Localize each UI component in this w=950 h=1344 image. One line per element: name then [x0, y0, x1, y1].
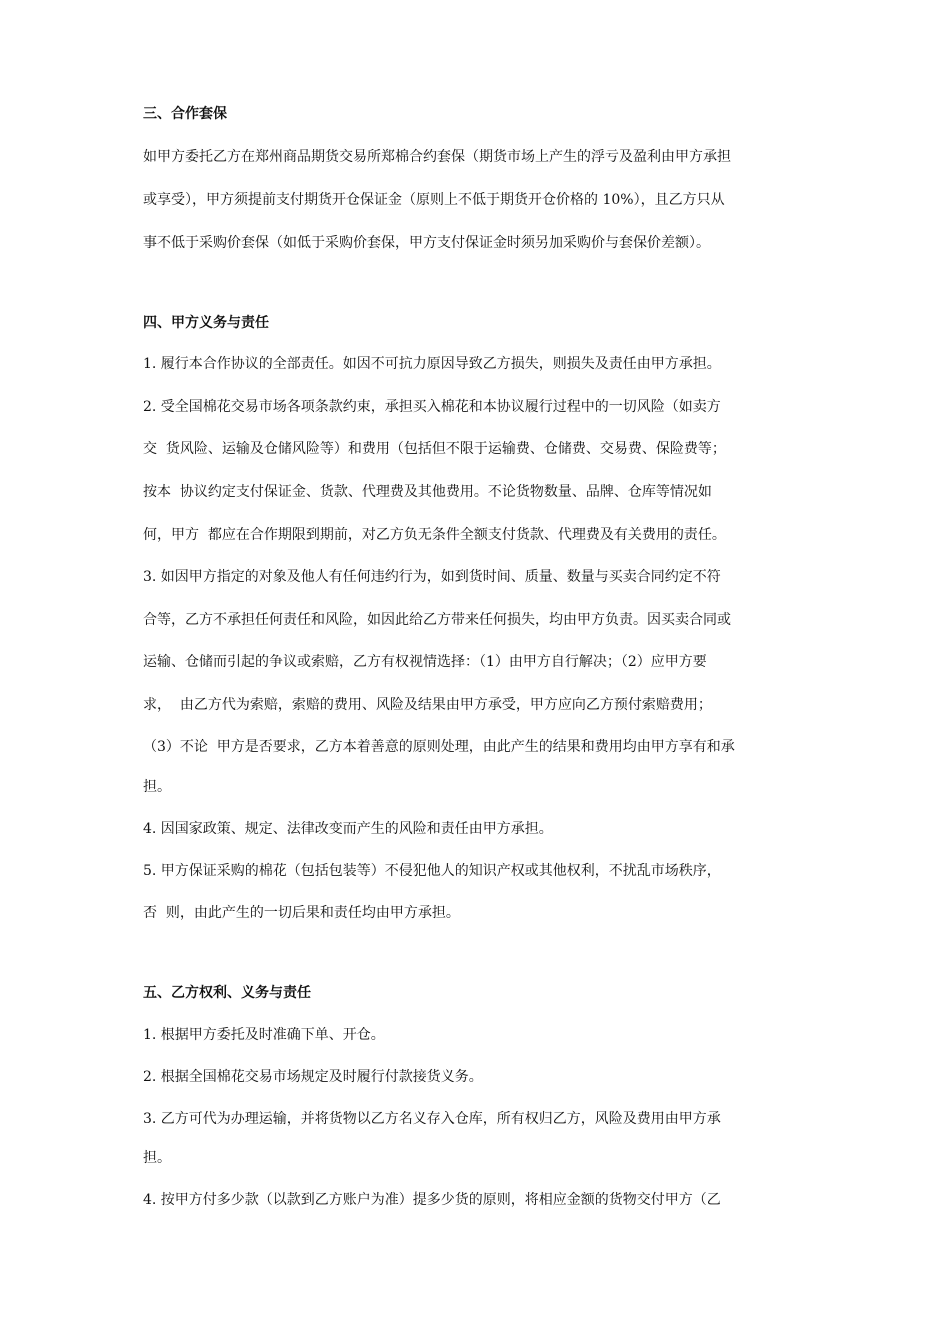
paragraph-line: 按本 协议约定支付保证金、货款、代理费及其他费用。不论货物数量、品牌、仓库等情况如 [143, 484, 712, 500]
paragraph-line: 5. 甲方保证采购的棉花（包括包装等）不侵犯他人的知识产权或其他权利，不扰乱市场秩序， [143, 863, 721, 879]
paragraph-line: 合等，乙方不承担任何责任和风险，如因此给乙方带来任何损失，均由甲方负责。因买卖合同或 [143, 612, 731, 628]
paragraph-line: 3. 如因甲方指定的对象及他人有任何违约行为，如到货时间、质量、数量与买卖合同约定不符 [143, 569, 721, 585]
paragraph-line: 交 货风险、运输及仓储风险等）和费用（包括但不限于运输费、仓储费、交易费、保险费等； [143, 441, 726, 457]
paragraph-line: 或享受），甲方须提前支付期货开仓保证金（原则上不低于期货开仓价格的 10%），且乙方只从 [143, 192, 725, 208]
paragraph-line: 2. 受全国棉花交易市场各项条款约束，承担买入棉花和本协议履行过程中的一切风险（如卖方 [143, 399, 721, 415]
paragraph-line: 1. 履行本合作协议的全部责任。如因不可抗力原因导致乙方损失，则损失及责任由甲方承担。 [143, 356, 721, 372]
section-heading-party-a-obligations: 四、甲方义务与责任 [143, 315, 269, 331]
paragraph-line: 否 则，由此产生的一切后果和责任均由甲方承担。 [143, 905, 460, 921]
paragraph-line: 运输、仓储而引起的争议或索赔，乙方有权视情选择：（1）由甲方自行解决；（2）应甲方要 [143, 654, 707, 670]
section-heading-hedging: 三、合作套保 [143, 106, 227, 122]
paragraph-line: 4. 因国家政策、规定、法律改变而产生的风险和责任由甲方承担。 [143, 821, 553, 837]
paragraph-line: 如甲方委托乙方在郑州商品期货交易所郑棉合约套保（期货市场上产生的浮亏及盈利由甲方承担 [143, 149, 731, 165]
paragraph-line: 2. 根据全国棉花交易市场规定及时履行付款接货义务。 [143, 1069, 483, 1085]
paragraph-line: （3）不论 甲方是否要求，乙方本着善意的原则处理，由此产生的结果和费用均由甲方享有和承 [143, 739, 735, 755]
paragraph-line: 担。 [143, 1150, 171, 1166]
paragraph-line: 4. 按甲方付多少款（以款到乙方账户为准）提多少货的原则，将相应金额的货物交付甲方（乙 [143, 1192, 721, 1208]
paragraph-line: 事不低于采购价套保（如低于采购价套保，甲方支付保证金时须另加采购价与套保价差额）。 [143, 235, 710, 251]
paragraph-line: 1. 根据甲方委托及时准确下单、开仓。 [143, 1027, 385, 1043]
paragraph-line: 何，甲方 都应在合作期限到期前，对乙方负无条件全额支付货款、代理费及有关费用的责任。 [143, 527, 726, 543]
section-heading-party-b-rights: 五、乙方权利、义务与责任 [143, 985, 311, 1001]
paragraph-line: 求， 由乙方代为索赔，索赔的费用、风险及结果由甲方承受，甲方应向乙方预付索赔费用； [143, 697, 712, 713]
paragraph-line: 担。 [143, 779, 171, 795]
paragraph-line: 3. 乙方可代为办理运输，并将货物以乙方名义存入仓库，所有权归乙方，风险及费用由甲方承 [143, 1111, 721, 1127]
